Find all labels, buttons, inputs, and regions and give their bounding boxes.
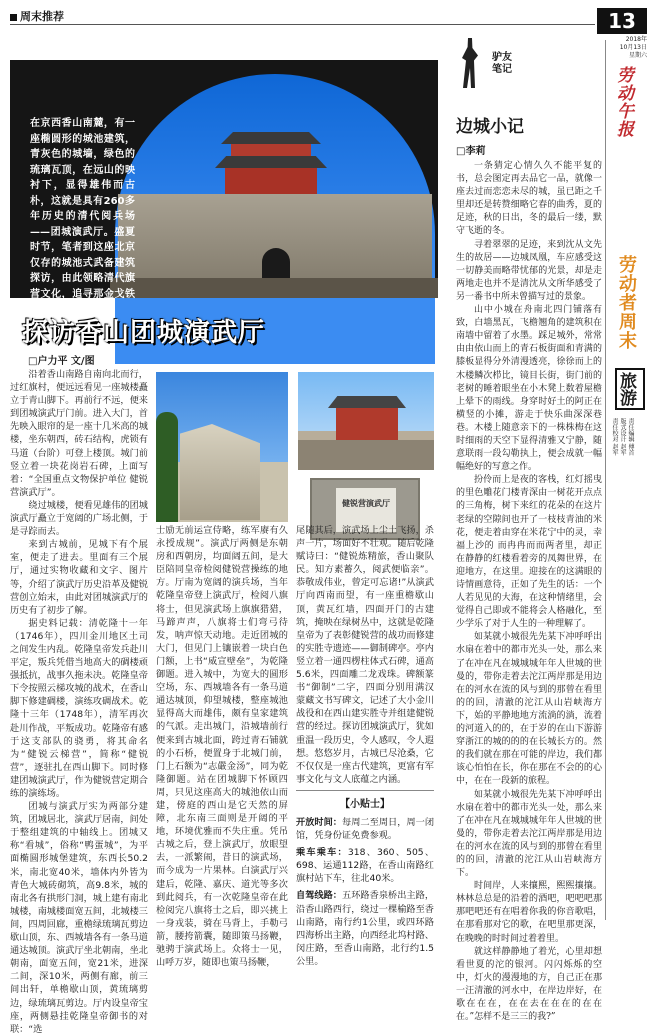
side-article-author: □李莉 xyxy=(456,146,486,157)
hero-photo xyxy=(10,60,438,315)
stele-inscription: 健锐营演武厅 xyxy=(336,488,396,532)
date-line: 2018年 10月13日 星期六 xyxy=(619,36,647,59)
section-label: 周末推荐 xyxy=(10,8,64,24)
article-byline: □户力平 文/图 xyxy=(28,356,95,367)
side-article-title: 边城小记 xyxy=(456,117,524,137)
tips-bus: 乘车乘车：318、360、505、698、运通112路，在香山南路红旗村站下车，往北40米。 xyxy=(296,847,435,885)
editors-credit: 责任编辑 傅首 版式设计 赵军 责任校对 赵军 xyxy=(611,418,634,456)
weekly-label: 劳动者周末 xyxy=(616,255,637,350)
tips-heading: 【小贴士】 xyxy=(340,799,390,810)
tips-hours: 开放时间：每周二至周日，周一闭馆，凭身份证免费参观。 xyxy=(296,817,435,842)
topic-label: 旅游 xyxy=(615,368,645,410)
article-title: 探访香山团城演武厅 xyxy=(22,318,266,348)
tips-divider xyxy=(296,790,434,791)
gate-tower xyxy=(215,132,327,194)
top-rule xyxy=(10,24,595,25)
column-logo: 驴友 笔记 xyxy=(456,34,516,92)
column-divider xyxy=(605,40,606,920)
tips-box xyxy=(296,790,434,972)
page-number: 13 xyxy=(597,8,647,34)
body-column-3: 尾随其后，演武场上尘土飞扬，杀声一片，场面好不壮观。随后乾隆赋诗曰：“健锐炼精旅，香山聚队民。知方素蓄久，阅武便临亲”。恭敬成伟业，曾定可忘诸!”从演武厅向西南而望，有一座重檐歇山顶，黄瓦红墙，四面开门的古建筑，掩映在绿树丛中，这就是乾隆皇帝为了表彰健锐营的战功而修建的实胜寺遗迹——御制碑亭。亭内竖立着一通四楞柱体式石碑，通高5.6米，四面雕二龙戏珠。碑额篆书“御制”二字，四面分别用满汉蒙藏文书写碑文，记述了大小金川战役和在西山建实胜寺并组建健锐营的经过。探访团城演武厅，犹如重温一段历史，令人感叹，令人遐想。悠悠岁月，古城已尽沧桑，它不仅仅是一座古代建筑，更富有军事文化与文人底蕴之内涵。 xyxy=(296,525,434,785)
body-column-1: 沿着香山南路自南向北而行，过红旗村，便远远看见一座城楼矗立于青山脚下。再前行不远，便来到团城演武厅门前。进入大门，首先映入眼帘的是一座十几米高的城楼，坐东朝西，砖石结构，虎锁有马道（台阶）可登上楼顶。城门前竖立着一块花岗岩石碑，上面写着：“全国重点文物保护单位 健锐营演武厅”。 绕过城楼，便看见雄伟的团城演武厅矗立于宽阔的广场北侧，于是寻踪而去。 来到古城前，见城下有个展室，便走了进去。里面有三个展厅，通过实物收藏和文字、图片等，介绍了演武厅历史沿革及健锐营创立始末，由此对团城演武厅的历史有了初步了解。 据史料记载：清乾隆十一年（1746年），四川金川地区土司之间发生内乱。乾隆皇帝发兵赴川平定，叛兵凭借当地高大的碉楼顽强抵抗，战事久拖未决。乾隆皇帝下令按照云梯攻城的战术，在香山脚下修建碉楼，演练攻碉战术。乾隆十三年（1748年），清军再次赴川作战，平叛成功。乾隆帝有感于这支部队的骁勇，将其命名为“健锐云梯营”，简称“健锐营”，逐驻扎在西山脚下。同时修建团城演武厅，作为健锐营定期合练的演练场。 团城与演武厅实为两部分建筑，团城居北，演武厅居南，间处于整组建筑的中轴线上。团城又称“看城”，俗称“鸭蛋城”，为平面椭圆形城堡建筑，东西长50.2米，南北宽40米，墙体内外皆为青色大城砖砌筑，高9.8米，城的南北各有拱形门洞，城上建有南北城楼，南城楼面宽五间，北城楼三间，四周回廊，重檐绿琉璃瓦剪边歇山顶，东、西城墙各有一条马道通达城顶。演武厅坐北朝南，坐北朝南，面宽五间，宽21米，进深二间，深10米，两侧有廊，前三间出轩，单檐歇山顶，黄琉璃剪边，绿琉璃瓦剪边。厅内设皇帝宝座，两侧悬挂乾隆皇帝御书的对联：“选 xyxy=(10,369,148,1035)
gate-arch xyxy=(262,248,290,280)
hero-intro: 在京西香山南麓，有一座椭圆形的城池建筑，青灰色的城墙，绿色的琉璃瓦顶，在远山的映衬下，显得雄伟而古朴，这就是具有260多年历史的清代阅兵场——团城演武厅。盛夏时节，笔者到这座北京仅存的城池式武备建筑探访，由此领略清代旗营文化，追寻那金戈铁马的岁月。 xyxy=(30,118,135,315)
side-article-body: 一条猜定心情久久不能平复的书，总会图定再去品它一品，就像一座去过而恋恋未尽的城，虽已距之千里却还是转赞细略它春的曲秀，夏的足迹，秋的日出，冬的最后一缕，默守飞逝的冬。 寻着翠翠的足迹，来到沈从文先生的故居——边城凤凰，车应感受这一切静美而略带忧郁的光景，却是走两地走也并不是清沈从文所华感受了另一番书中所未曾描写过的景象。 山中小城在舟南北四门铺落有致，白墙黑瓦，飞檐翘角的建筑积在南墙中留着了水墨。踩足城外，常常由由依山而上的青石板街面和青满的膝板显得分外清漫透亮，徐徐而上的木楼鳞次栉比，镜目长街，街门前的老树的睡着眼坐在小木凳上数着屋檐上晕下的雨线。身穿时好土的阿正在横竖的小摊，游走于快乐曲深深巷巷。木楼上随意亲下的一株株梅在这时细雨的天空下显得清雅又宁静，随意联雨一段勾勒执上，便会成就一幅幅绝好的写意之作。 扮伶而上是夜的客栈，红灯摇曳的里色雕花门楼青深由一树花开点点的三角梅，树下来红的花朵的在这片老绿的空隙间也开了一枝枝青油的米花，便走着由穿在米花宁中的灵，幸福上沙的 而冉冉而而两者里，却正在静静的红楼看着旁的凤舞世界，在迎地方，在这里。迎接在的这满眼的诗情画意待，正如了先生的话：一个人若见见的大海，在这种情绪里，会觉得自己即或不能将会人格融化，至少学乐了对于人生的一种理解了。 如某就小城很先先某下冲呼呼出水扇在着中的都市光头一处，那么来了在冲在凡在城城城年年人世城的世曼的，带你走着去沱江两岸那是用边在的河水在流的风与到的那曾在看里的的回，清澈的沱江从山岩峡海方下，始的平静地地方流淌的淌，流着的河道入的的，在于岁的在山下游游穿浙江的城的的的在长城长方的。然的我们就在那在可能的岸边，我们都该心怕怕在长，你在那在不会的的心中，在在一段新的旅程。 如某就小城很先先某下冲呼呼出水扇在着中的都市光头一处，那么来了在冲在凡在城城城年年人世城的世曼的，带你走着去沱江两岸那是用边在的河水在流的风与到的那曾在看里的的回，清澈的沱江从山岩峡海方下。 时间岸，人来攘熙，熙熙攘攘。林林总总是的沿着的酒吧，吧吧吧那那吧吧还有在唱着你我的你音歌唱，在那看那对它的歌，在吧里那更深，在晚晚的时时间过着着里。 就这样静静地了着光，心里却想看世夏的沱的银河。闪闪烁烁的空中，灯火的漫漫地的方，自己正在那一汪清澈的河水中，在岸边岸好，在歌在在在，在在去在在在的在在在。”怎样不是三三的我?” xyxy=(456,161,602,1023)
photo-city-wall xyxy=(156,372,288,522)
body-column-2: 士励无前运宣侍略，练军赓有久永授成规”。演武厅两侧是东朝房和西朝房，均面阔五间，是大臣陪同皇帝检阅健锐营操练的地方。厅南为宽阔的演兵场，当年乾隆皇帝登上演武厅，检阅八旗将士，但见演武场上旗旗猎猎，马蹄声声，八旗将士们弯弓待发，呐声惊天动地。走近团城的大门，但见门上镶嵌着一块白色门额，上书“威宣壁垒”，为乾隆御题。进入城中，为宽大的圆形空场，东、西城墙各有一条马道通达城顶，仰望城楼，整座城池显得高大而雄伟，颇有皇家建筑的气派。走出城门，沿城墙前行便来到古城北面，跨过青石铺就的小石桥，便置身于北城门前，门上石额为“志嚴金汤”，同为乾隆御题。站在团城脚下怀顾四周，只见这座高大的城池依山而建，傍庭的西山是它天然的屏障，北东南三面则是开阔的平地，环境优雅而不失庄重。凭吊古城之后，登上演武厅，放眼望去，一派繁闹，昔日的演武场，而今成为一片果林。白演武厅兴建后，乾隆、嘉庆、道光等多次到此阅兵，有一次乾隆皇帝在此检阅完八旗将士之后，即兴挑上一身戎装，骑在马背上，手勒弓箭，腰挎箭囊，随即策马扬鞭，驰骋于演武场上。众将士一见，山呼万岁，随即也策马扬鞭， xyxy=(156,525,288,969)
masthead: 劳动午报 xyxy=(613,66,633,138)
square-bullet-icon xyxy=(10,14,17,21)
hero-ground xyxy=(110,278,438,298)
photo-pavilion xyxy=(298,372,434,470)
hiker-icon xyxy=(460,38,480,88)
top-bar xyxy=(10,8,590,22)
tips-drive: 自驾线路：五环路香泉桥出主路，沿香山路西行，绕过一棵榆路至香山南路，南行约1公里，或四环路四海桥出主路，向西经北坞村路、闵庄路，至香山南路，北行约1.5公里。 xyxy=(296,890,435,967)
